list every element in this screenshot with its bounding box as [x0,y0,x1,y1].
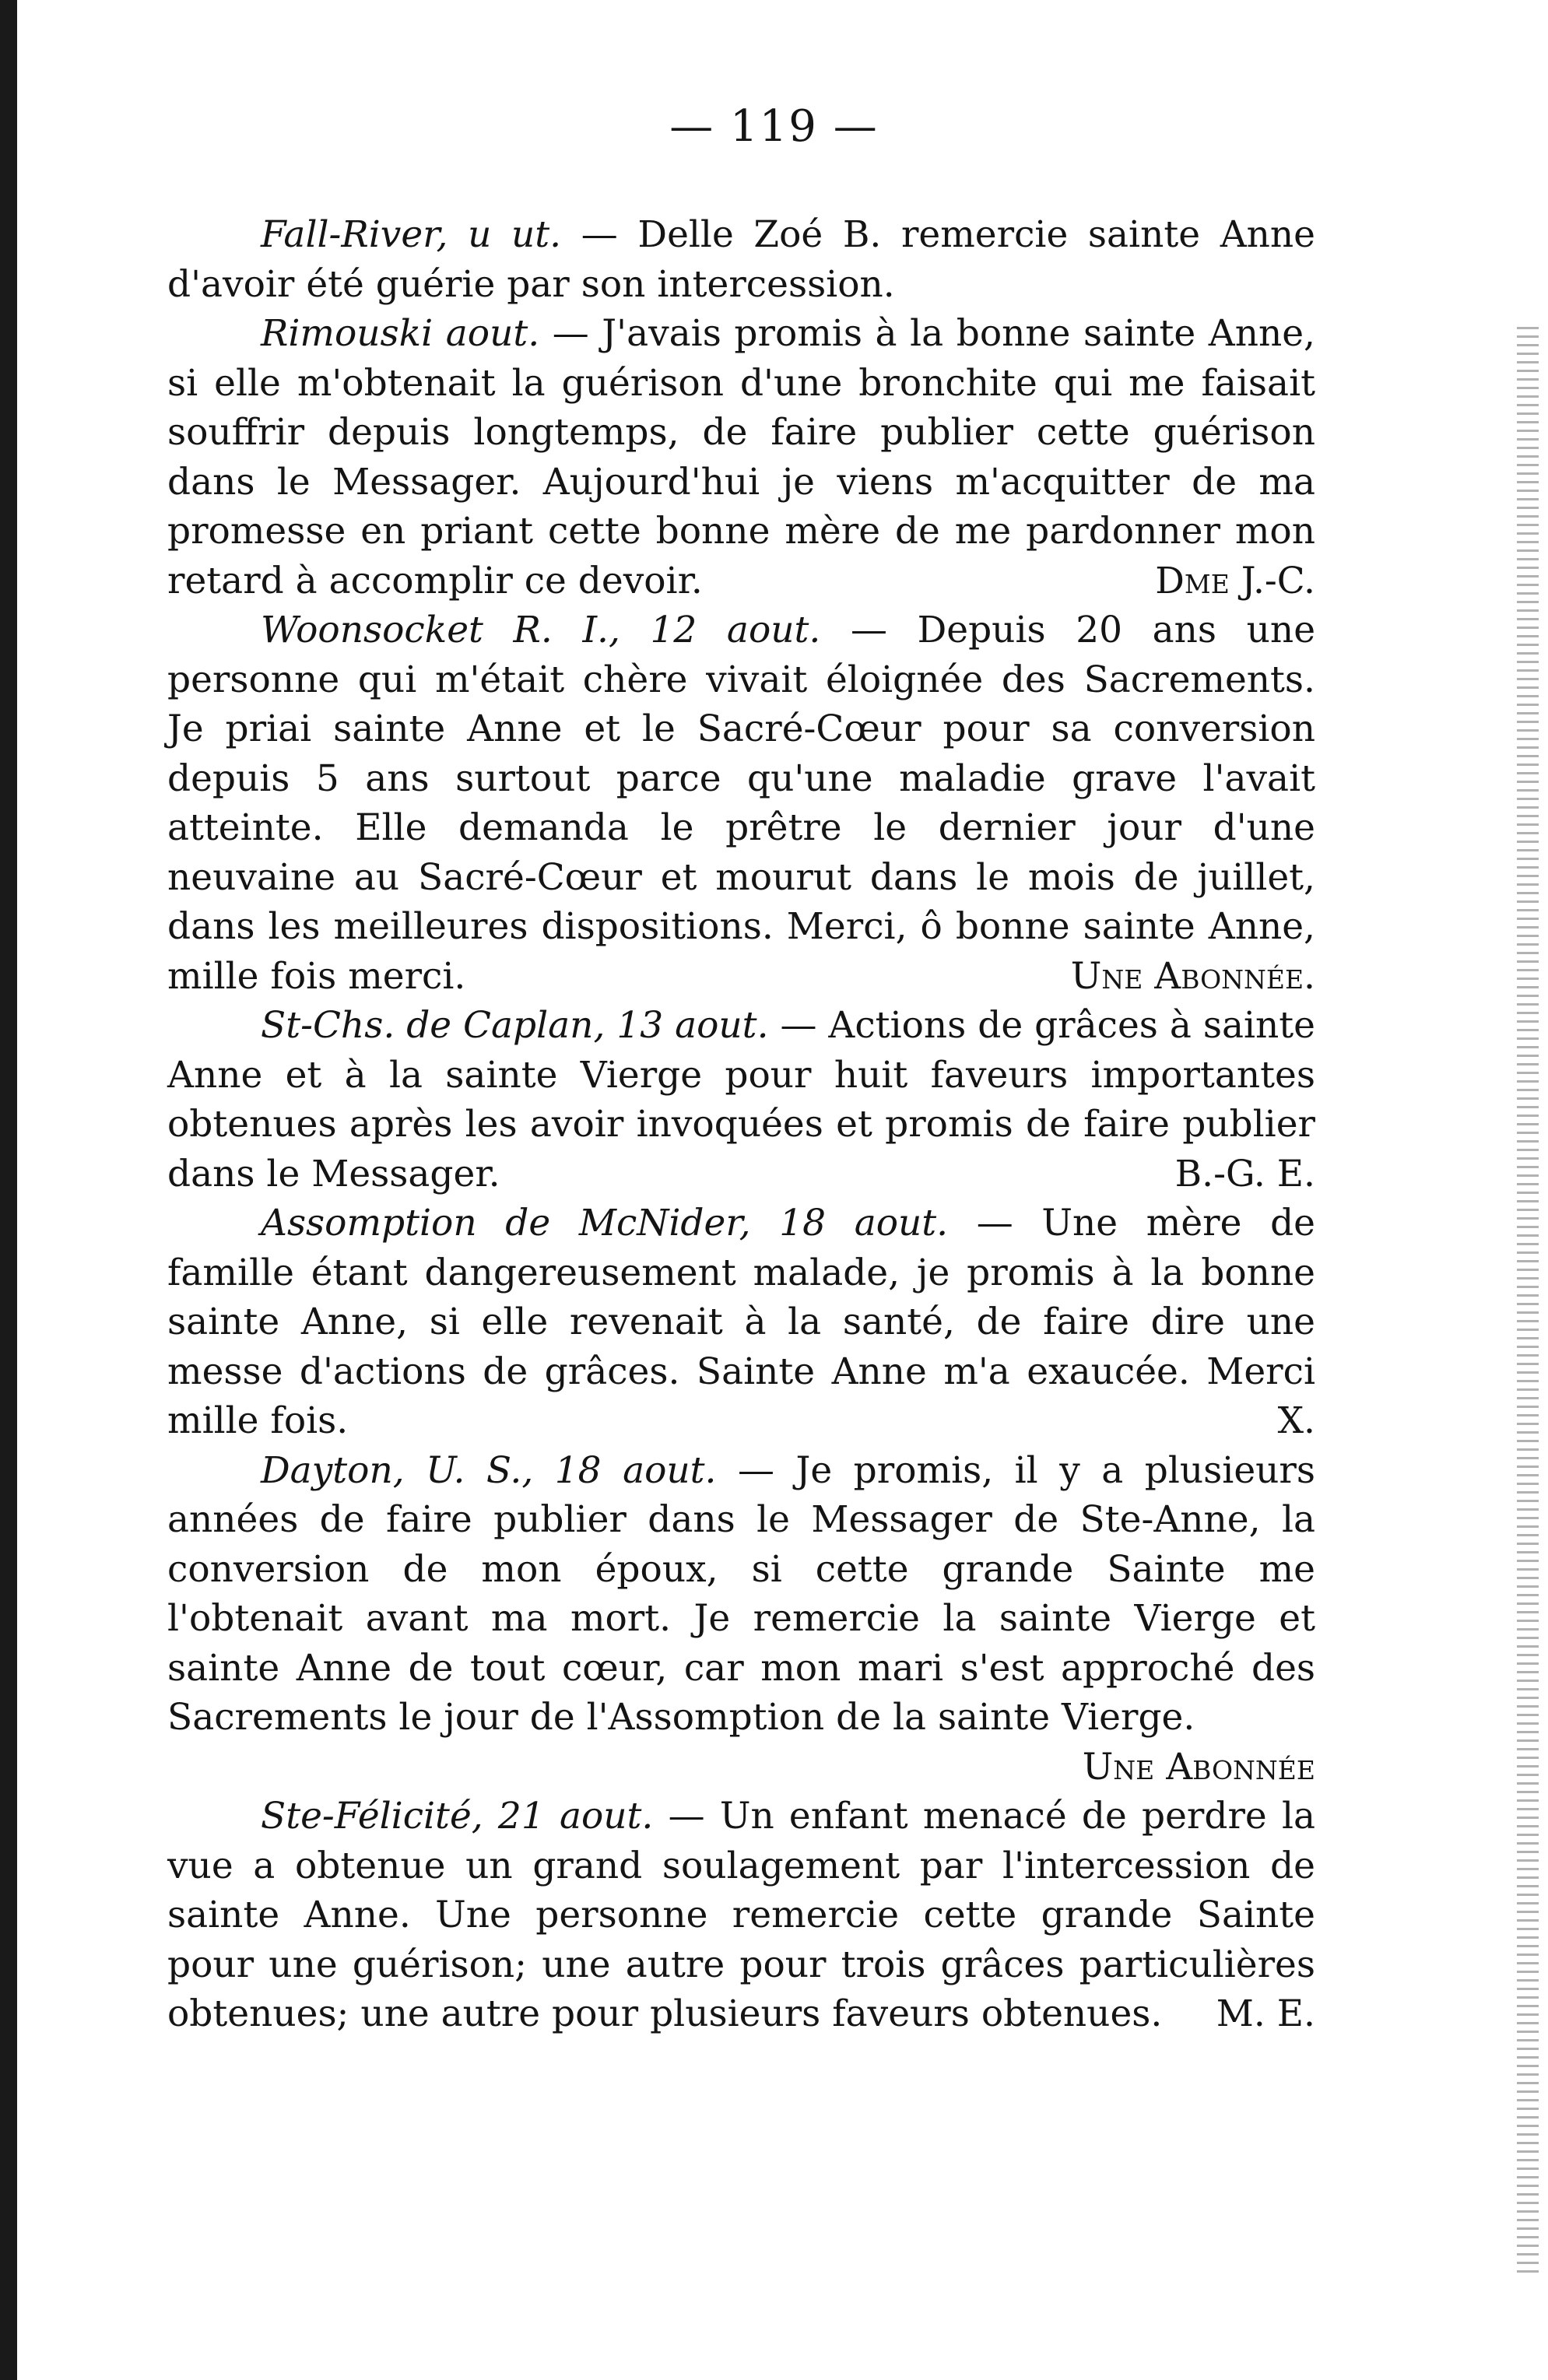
entry-signature: Dme J.-C. [1155,559,1315,602]
entry-place: Ste-Félicité, 21 aout. [261,1795,654,1838]
entry-signature: B.-G. E. [1174,1152,1315,1195]
entry-mcnider [167,1199,1315,1446]
entry-signature: M. E. [1216,1992,1315,2035]
entry-text: — Je promis, il y a plusieurs années de faire publier dans le Messager de Ste-Anne, la conversion de mon époux, si cette grande Sainte me l'obtenait avant ma mort. Je remercie la sainte Vierge et sainte Anne de tout cœur, car mon mari s'est approché des Sacrements le jour de l'Assomption de la sainte Vierge. [167,1448,1315,1739]
entry-text: — Actions de grâces à sainte Anne et à la sainte Vierge pour huit faveurs importantes obtenues après les avoir invoquées et promis de faire publier dans le Messager. [167,1004,1315,1195]
entry-signature: Une Abonnée. [1070,954,1315,998]
entry-text: — Un enfant menacé de perdre la vue a obtenue un grand soulagement par l'intercession de sainte Anne. Une personne remercie cette grande Sainte pour une guérison; une autre pour trois grâces particulières obtenues; une autre pour plusieurs faveurs obtenues. [167,1795,1315,2035]
entry-dayton [167,1446,1315,1792]
entry-text: — Une mère de famille étant dangereusement malade, je promis à la bonne sainte Anne, si elle revenait à la santé, de faire dire une messe d'actions de grâces. Sainte Anne m'a exaucée. Merci mille fois. [167,1202,1315,1442]
entry-place: Assomption de McNider, 18 aout. [261,1202,949,1244]
entry-text: — J'avais promis à la bonne sainte Anne, si elle m'obtenait la guérison d'une bronchite qui me faisait souffrir depuis longtemps, de faire publier cette guérison dans le Messager. Aujourd'hui je viens m'acquitter de ma promesse en priant cette bonne mère de me pardonner mon retard à accomplir ce devoir. [167,312,1315,602]
entry-place: St-Chs. de Caplan, 13 aout. [261,1004,769,1047]
entry-woonsocket [167,606,1315,1001]
entry-signature: X. [1277,1399,1315,1442]
entry-text: — Depuis 20 ans une personne qui m'était chère vivait éloignée des Sacrements. Je priai sainte Anne et le Sacré-Cœur pour sa conversion depuis 5 ans surtout parce qu'une maladie grave l'avait atteinte. Elle demanda le prêtre le dernier jour d'une neuvaine au Sacré-Cœur et mourut dans le mois de juillet, dans les meilleures dispositions. Merci, ô bonne sainte Anne, mille fois merci. [167,609,1316,998]
page-body [167,210,1315,2039]
entry-fall-river [167,210,1315,309]
entry-place: Rimouski aout. [261,312,540,355]
entry-signature: Une Abonnée [1082,1745,1315,1789]
scan-edge-right [1517,327,1539,2273]
entry-ste-felicite [167,1792,1315,2039]
entry-rimouski [167,309,1315,606]
entry-text: — Delle Zoé B. remercie sainte Anne d'avoir été guérie par son intercession. [167,213,1315,306]
page-number: — 119 — [669,101,879,152]
entry-place: Dayton, U. S., 18 aout. [261,1448,717,1492]
entry-place: Woonsocket R. I., 12 aout. [261,609,821,651]
entry-caplan [167,1001,1315,1199]
scan-edge-left [0,0,17,2380]
entry-place: Fall-River, u ut. [261,213,562,256]
